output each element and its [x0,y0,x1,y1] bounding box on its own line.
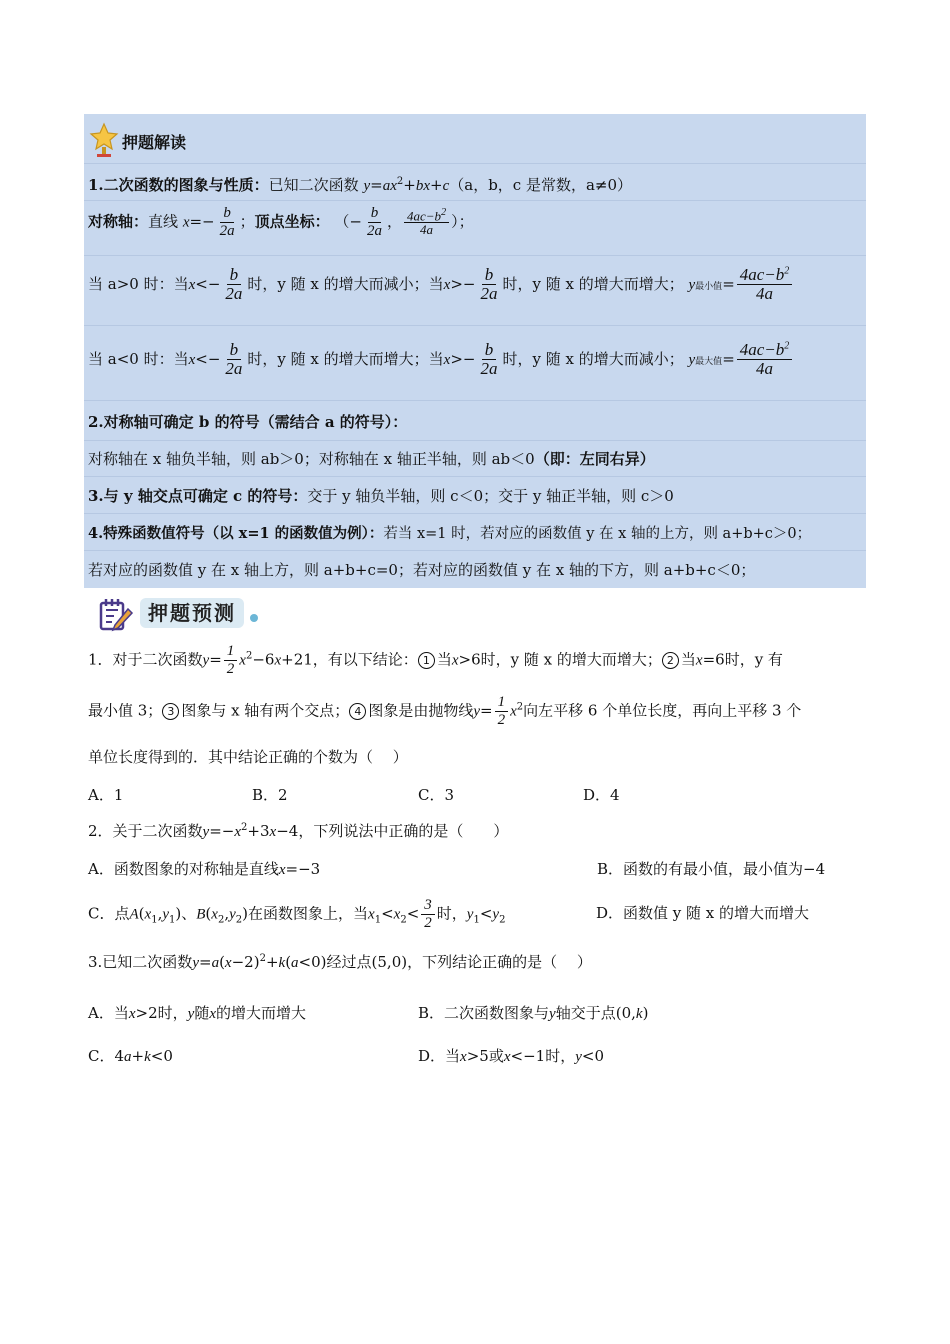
q1-text: 时，y 随 x 的增大而增大； [480,650,662,669]
property-line: 1.二次函数的图象与性质：已知二次函数 $y=ax^2+bx+c(a$，b，c 是常数，a≠0） [88,176,633,194]
q1-option-c[interactable]: C．3 [418,786,455,804]
q1-line1: 1．对于二次函数y= $\frac{1}{2}$ $x^2-6x+21$，有以下结论： 1 当x>6时，y 随 x 的增大而增大； 2 当x=6时，y 有 [88,643,783,677]
q1-option-b[interactable]: B．2 [252,786,288,804]
vertex-label: 顶点坐标： [254,212,330,231]
point3-text: 交于 y 轴负半轴，则 c＜0；交于 y 轴正半轴，则 c＞0 [307,487,674,505]
prediction-title: 押题预测 [140,598,244,628]
q3-option-d-text: 时， [545,1047,576,1065]
q1-text: 时，y 有 [724,650,783,669]
divider [84,550,866,551]
q2-option-b-text: B．函数的有最小值，最小值为 [597,860,804,878]
condition-text: 时，y 随 x 的增大而增大； [502,274,684,293]
q1-line3: 单位长度得到的．其中结论正确的个数为（ ） [88,748,408,766]
q1-text: 最小值 3； [88,701,163,720]
q2-option-c-text: C．点 [88,904,130,923]
star-icon [89,122,119,160]
q1-line2: 最小值 3； 3 图象与 x 轴有两个交点； 4 图象是由抛物线y= $\frac{1}{2}$ $x^2$向左平移 6 个单位长度，再向上平移 3 个 [88,694,802,728]
point2-tail: （即：左同右异） [534,450,655,468]
q1-text: 当 [436,650,452,669]
q2-option-b[interactable]: B．函数的有最小值，最小值为−4 [597,860,826,878]
max-label: 最大值 [695,356,723,367]
point4-line [88,522,950,543]
q2-option-c[interactable]: C．点$A(x_1,y_1)$、$B(x_2,y_2)$在函数图象上，当$x_1<x_2<$ $\frac{3}{2}$ 时，$y_1<y_2$ [88,897,506,931]
q3-option-a-text: A．当 [88,1004,129,1022]
condition-text: 时，y 随 x 的增大而减小； [502,349,684,368]
divider [84,400,866,401]
q2-option-a-text: A．函数图象的对称轴是直线 [88,860,279,878]
q1-option-a[interactable]: A．1 [88,786,124,804]
q3-lead: 3.已知二次函数 [88,953,193,971]
q3-option-a-text: 时， [157,1004,188,1022]
a-negative-line: 当 a<0 时：当x<− $\frac{b}{2a}$ 时，y 随 x 的增大而增大；当x>− $\frac{b}{2a}$ 时，y 随 x 的增大而减小； y最大值= $\frac{4ac-b^2}{4a}$ [88,341,950,379]
q3-stem: 3.已知二次函数$y=a(x-2)^2+k(a<0)$经过点(5,0)，下列结论正确的是（ ） [88,953,592,971]
property-text: 已知二次函数 [268,176,359,194]
q3-option-d[interactable]: D．当x>5或x<−1时，y<0 [418,1047,605,1065]
point3-heading: 3.与 y 轴交点可确定 c 的符号： [88,487,308,505]
divider [84,513,866,514]
q2-tail: ，下列说法中正确的是（ ） [298,822,509,840]
point4-line2: 若对应的函数值 y 在 x 轴上方，则 a+b+c=0；若对应的函数值 y 在 x 轴的下方，则 a+b+c＜0； [88,561,756,579]
property-heading: 1.二次函数的图象与性质： [88,176,269,194]
q3-option-a[interactable]: A．当x>2时，y随x的增大而增大 [88,1004,307,1022]
q3-option-b-text: 轴交于点 [555,1004,616,1022]
section-title: 押题解读 [122,133,187,152]
point4-heading: 4.特殊函数值符号（以 x=1 的函数值为例）： [88,525,384,542]
point3-line [88,485,950,506]
q1-text: 向左平移 6 个单位长度，再向上平移 3 个 [523,701,802,720]
decor-dot [250,614,258,622]
point2-body [88,448,950,469]
q2-stem: 2．关于二次函数$y=-x^2+3x-4$，下列说法中正确的是（ ） [88,822,509,840]
condition-text: 当 a>0 时：当 [88,274,189,293]
q1-option-d[interactable]: D．4 [583,786,620,804]
q2-lead: 2．关于二次函数 [88,822,203,840]
q2-option-d[interactable]: D．函数值 y 随 x 的增大而增大 [596,904,810,922]
q3-option-c[interactable]: C．4a+k<0 [88,1047,173,1065]
q1-text: 图象是由抛物线 [368,701,474,720]
q2-option-a[interactable]: A．函数图象的对称轴是直线x=−3 [88,860,321,878]
a-positive-line: 当 a>0 时：当x<− $\frac{b}{2a}$ 时，y 随 x 的增大而减小；当x>− $\frac{b}{2a}$ 时，y 随 x 的增大而增大； y最小值= $\frac{4ac-b^2}{4a}$ [88,266,950,304]
divider [84,325,866,326]
min-label: 最小值 [695,281,723,292]
point2-heading: 2.对称轴可确定 b 的符号（需结合 a 的符号）： [88,413,408,431]
q1-lead: 1．对于二次函数 [88,650,203,669]
condition-text: 当 a<0 时：当 [88,349,189,368]
axis-label: 对称轴： [88,212,149,231]
q3-option-b-text: B．二次函数图象与 [418,1004,550,1022]
divider [84,163,866,164]
q3-option-a-text: 随 [194,1004,210,1022]
q3-option-a-text: 的增大而增大 [216,1004,307,1022]
condition-text: 时，y 随 x 的增大而减小；当 [247,274,444,293]
axis-text: 直线 [148,212,179,231]
q1-text: 图象与 x 轴有两个交点； [181,701,350,720]
q1-text: ，有以下结论： [312,650,418,669]
q3-option-d-text: D．当 [418,1047,461,1065]
property-condition: （a，b，c 是常数，a≠0） [449,176,633,194]
notebook-pen-icon [98,597,134,633]
q3-option-c-text: C． [88,1047,115,1065]
axis-line: 对称轴：直线 x=− $\frac{b}{2a}$ ；顶点坐标： （− $\frac{b}{2a}$ ， $\frac{4ac-b^2}{4a}$ ）； [88,205,474,239]
condition-text: 时，y 随 x 的增大而增大；当 [247,349,444,368]
divider [84,440,866,441]
divider [84,476,866,477]
point2-text: 对称轴在 x 轴负半轴，则 ab＞0；对称轴在 x 轴正半轴，则 ab＜0 [88,450,535,468]
q3-tail: ，下列结论正确的是（ ） [407,953,592,971]
divider [84,200,866,201]
q2-option-c-text: 在函数图象上，当 [248,904,369,923]
q1-text: 当 [680,650,696,669]
q2-option-c-text: 时， [436,904,467,923]
divider [84,255,866,256]
point4-text: 若当 x=1 时，若对应的函数值 y 在 x 轴的上方，则 a+b+c＞0； [383,526,812,542]
q3-option-d-text: 或 [488,1047,504,1065]
q3-text: 经过点 [326,953,372,971]
q3-option-b[interactable]: B．二次函数图象与y轴交于点(0,k) [418,1004,649,1022]
